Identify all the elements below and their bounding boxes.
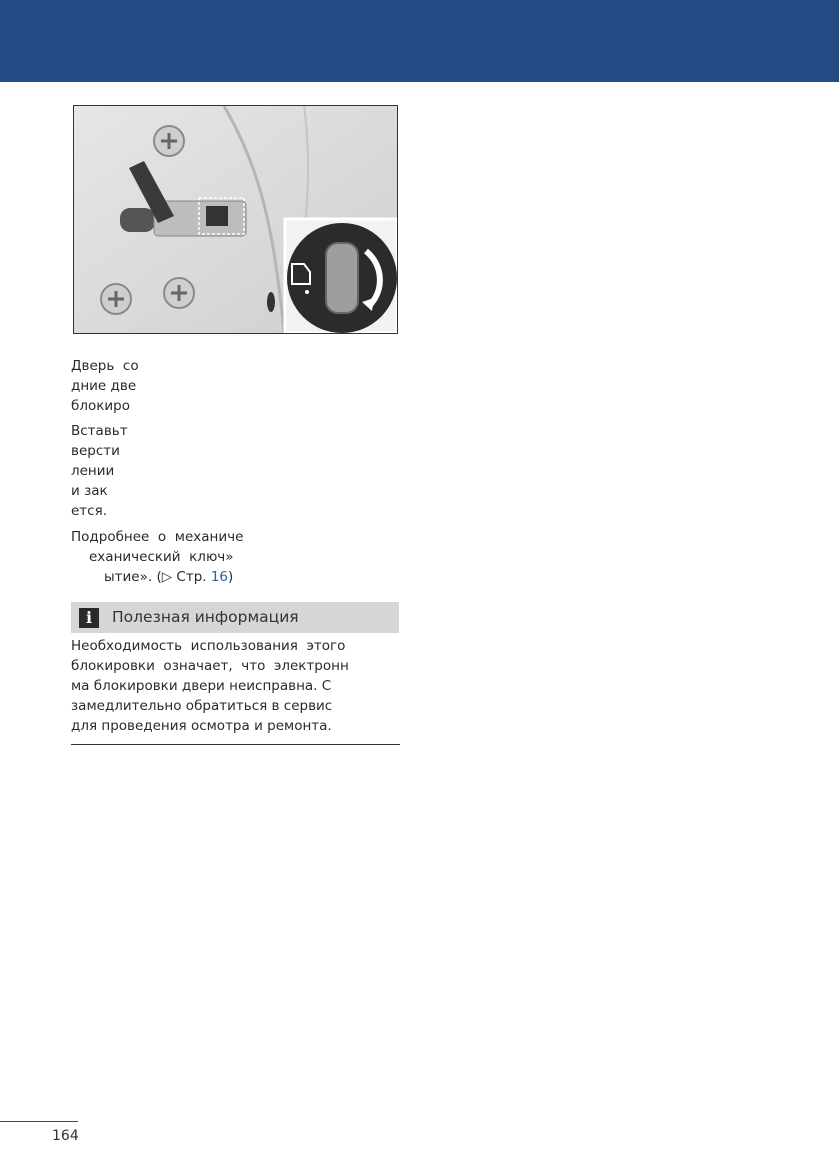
header-band: [0, 0, 839, 82]
body-text-line: ется.: [71, 503, 108, 519]
reference-suffix: ): [228, 569, 234, 585]
body-text-line: версти: [71, 443, 120, 459]
page-number: 164: [52, 1128, 79, 1144]
info-box-title: Полезная информация: [112, 608, 299, 626]
door-lock-illustration: [73, 105, 398, 334]
more-info-line-2: еханический ключ»: [89, 549, 234, 565]
body-text-line: лении: [71, 463, 115, 479]
info-text-line: блокировки означает, что электронн: [71, 658, 349, 674]
info-text-line: ма блокировки двери неисправна. С: [71, 678, 332, 694]
info-box-header: [71, 602, 399, 633]
footer-rule: [0, 1121, 78, 1122]
page-reference-link[interactable]: 16: [210, 569, 229, 585]
info-box-bottom-rule: [71, 744, 400, 745]
info-text-line: для проведения осмотра и ремонта.: [71, 718, 332, 734]
body-text-line: блокиро: [71, 398, 130, 414]
more-info-line-1: Подробнее о механиче: [71, 529, 244, 545]
info-icon: i: [79, 608, 99, 628]
screw-icon: [154, 126, 184, 156]
body-text-line: дние две: [71, 378, 137, 394]
reference-arrow-icon: ▷: [161, 569, 173, 585]
reference-label: Стр.: [172, 569, 211, 585]
body-text-line: Дверь со: [71, 358, 139, 374]
body-text-line: и зак: [71, 483, 108, 499]
more-info-line-3: [104, 567, 233, 588]
body-text-line: Вставьт: [71, 423, 128, 439]
info-text-line: Необходимость использования этого: [71, 638, 346, 654]
info-text-line: замедлительно обратиться в сервис: [71, 698, 333, 714]
reference-prefix: ытие». (: [104, 569, 162, 585]
